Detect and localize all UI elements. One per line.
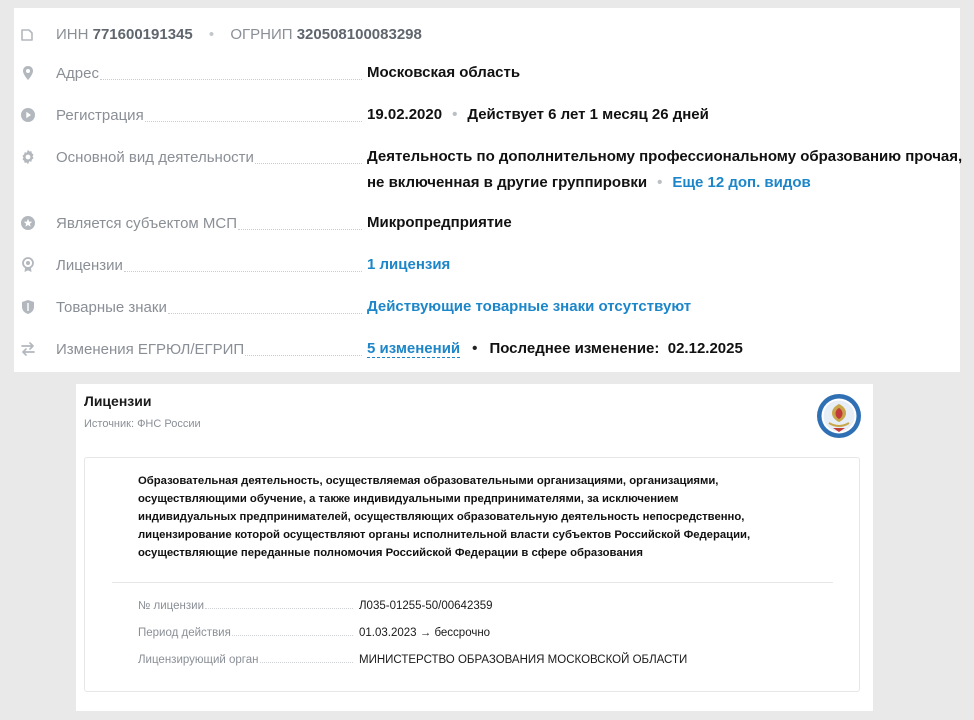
inn-value: 771600191345 — [92, 26, 193, 43]
license-authority-label: Лицензирующий орган — [138, 654, 259, 666]
license-period-value: 01.03.2023 → бессрочно — [359, 627, 491, 639]
license-description-line: Образовательная деятельность, осуществляемая образовательными организациями, организациями, — [138, 475, 719, 487]
license-description-line: лицензирование которой осуществляют органы исполнительной власти субъектов Российской Федерации, — [138, 529, 751, 541]
license-description — [138, 472, 818, 562]
separator: • — [208, 26, 215, 43]
license-period-field — [138, 627, 828, 643]
address-label-wrap — [56, 64, 366, 84]
msp-label-wrap — [56, 214, 366, 234]
licenses-label-wrap — [56, 256, 366, 276]
play-circle-icon — [20, 107, 36, 123]
activity-value — [367, 144, 962, 196]
licenses-card-title: Лицензии — [84, 393, 152, 409]
address-value: Московская область — [367, 64, 521, 81]
fns-emblem-icon — [815, 392, 863, 440]
more-activities-link[interactable]: Еще 12 доп. видов — [672, 174, 811, 191]
trademarks-label: Товарные знаки — [56, 299, 167, 316]
registration-value: 19.02.2020 • Действует 6 лет 1 месяц 26 дней — [367, 106, 709, 123]
license-number-label: № лицензии — [138, 600, 204, 612]
trademarks-link[interactable]: Действующие товарные знаки отсутствуют — [367, 298, 692, 315]
license-description-line: индивидуальных предпринимателей, осуществляющих образовательную деятельность непосредственно, — [138, 511, 745, 523]
licenses-label: Лицензии — [56, 257, 123, 274]
activity-line-1: Деятельность по дополнительному профессиональному образованию прочая, — [367, 148, 963, 165]
license-period-label: Период действия — [138, 627, 231, 639]
location-pin-icon — [20, 65, 36, 81]
registration-status: Действует 6 лет 1 месяц 26 дней — [467, 106, 709, 123]
identifiers — [56, 25, 422, 45]
gear-icon — [20, 149, 36, 165]
license-period-label-wrap — [138, 627, 355, 639]
trademarks-value — [367, 294, 691, 320]
licenses-card-source: Источник: ФНС России — [84, 418, 201, 430]
license-description-line: осуществляющими обучение, а также индивидуальными предпринимателями, за исключением — [138, 493, 679, 505]
license-number-label-wrap — [138, 600, 355, 612]
ogrnip-label: ОГРНИП — [230, 26, 293, 43]
license-number-field — [138, 600, 828, 616]
company-info-card — [14, 8, 963, 372]
activity-line-2-wrap: не включенная в другие группировки • Еще 12 доп. видов — [367, 174, 811, 191]
license-authority-field — [138, 654, 828, 670]
changes-label: Изменения ЕГРЮЛ/ЕГРИП — [56, 341, 245, 358]
license-item — [84, 457, 860, 692]
award-medal-icon — [20, 257, 36, 273]
trademarks-label-wrap — [56, 298, 366, 318]
last-change-date: 02.12.2025 — [667, 340, 743, 357]
activity-label: Основной вид деятельности — [56, 149, 254, 166]
inn-label: ИНН — [56, 26, 89, 43]
activity-label-wrap — [56, 148, 366, 168]
swap-arrows-icon — [20, 341, 36, 357]
msp-label: Является субъектом МСП — [56, 215, 238, 232]
last-change-label: Последнее изменение: — [489, 340, 660, 357]
changes-link[interactable]: 5 изменений — [367, 340, 461, 357]
changes-label-wrap — [56, 340, 366, 360]
document-icon — [20, 27, 36, 43]
address-label: Адрес — [56, 65, 99, 82]
licenses-link[interactable]: 1 лицензия — [367, 256, 451, 273]
changes-value: 5 изменений • Последнее изменение: 02.12.2025 — [367, 340, 743, 357]
licenses-card — [76, 384, 873, 711]
star-badge-icon — [20, 215, 36, 231]
license-authority-label-wrap — [138, 654, 355, 666]
divider — [112, 582, 833, 583]
msp-value: Микропредприятие — [367, 214, 512, 231]
license-number-value: Л035-01255-50/00642359 — [359, 600, 493, 612]
registration-label: Регистрация — [56, 107, 144, 124]
license-description-line: осуществляющие переданные полномочия Российской Федерации в сфере образования — [138, 547, 643, 559]
shield-icon — [20, 299, 36, 315]
licenses-value — [367, 252, 450, 278]
license-authority-value: МИНИСТЕРСТВО ОБРАЗОВАНИЯ МОСКОВСКОЙ ОБЛАСТИ — [359, 654, 688, 666]
activity-line-2: не включенная в другие группировки — [367, 174, 648, 191]
ogrnip-value: 320508100083298 — [296, 26, 422, 43]
registration-date: 19.02.2020 — [367, 106, 443, 123]
registration-label-wrap — [56, 106, 366, 126]
